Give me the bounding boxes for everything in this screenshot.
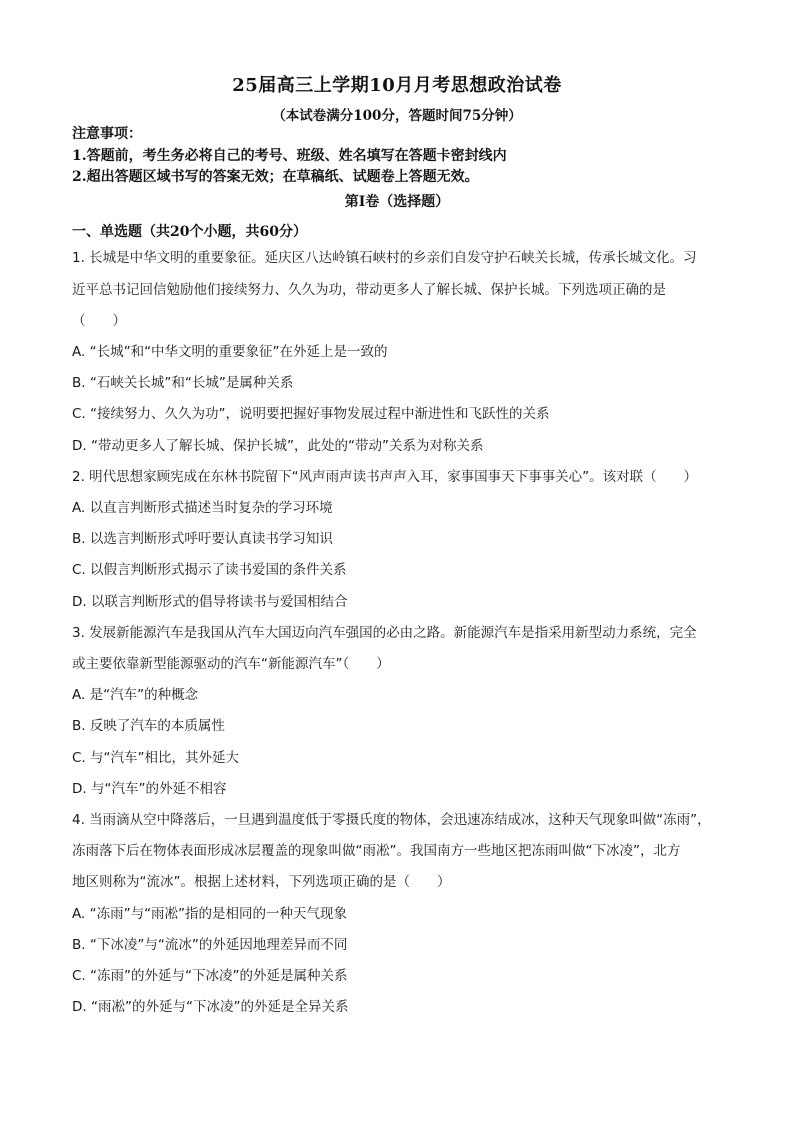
notice-item-2: 2.超出答题区域书写的答案无效；在草稿纸、试题卷上答题无效。 (72, 169, 479, 185)
exam-subtitle: （本试卷满分100分，答题时间75分钟） (272, 108, 522, 124)
question-4-stem-line-2: 冻雨落下后在物体表面形成冰层覆盖的现象叫做“雨凇”。我国南方一些地区把冻雨叫做“下冰凌”，北方 (72, 843, 681, 859)
question-2-option-c: C. 以假言判断形式揭示了读书爱国的条件关系 (72, 562, 347, 578)
question-1-option-c: C. “接续努力、久久为功”，说明要把握好事物发展过程中渐进性和飞跃性的关系 (72, 406, 550, 422)
question-3-option-d: D. 与“汽车”的外延不相容 (72, 781, 227, 797)
question-1-option-d: D. “带动更多人了解长城、保护长城”，此处的“带动”关系为对称关系 (72, 438, 484, 454)
question-2-option-d: D. 以联言判断形式的倡导将读书与爱国相结合 (72, 594, 348, 610)
question-3-stem-line-1: 3. 发展新能源汽车是我国从汽车大国迈向汽车强国的必由之路。新能源汽车是指采用新型动力系统，完全 (72, 625, 697, 641)
section-title: 第Ⅰ卷（选择题） (344, 194, 450, 210)
notice-heading: 注意事项： (72, 126, 142, 142)
question-4-stem-line-3: 地区则称为“流冰”。根据上述材料，下列选项正确的是（ ） (72, 874, 451, 890)
exam-title: 25届高三上学期10月月考思想政治试卷 (232, 75, 562, 96)
question-3-option-c: C. 与“汽车”相比，其外延大 (72, 750, 239, 766)
question-4-option-d: D. “雨凇”的外延与“下冰凌”的外延是全异关系 (72, 999, 349, 1015)
question-3-option-b: B. 反映了汽车的本质属性 (72, 718, 225, 734)
question-2-option-a: A. 以直言判断形式描述当时复杂的学习环境 (72, 500, 333, 516)
question-4-option-c: C. “冻雨”的外延与“下冰凌”的外延是属种关系 (72, 968, 348, 984)
question-1-option-b: B. “石峡关长城”和“长城”是属种关系 (72, 375, 294, 391)
question-1-stem-line-3: （ ） (72, 313, 126, 329)
question-1-stem-line-1: 1. 长城是中华文明的重要象征。延庆区八达岭镇石峡村的乡亲们自发守护石峡关长城，传承长城文化。习 (72, 250, 697, 266)
question-3-stem-line-2: 或主要依靠新型能源驱动的汽车“新能源汽车”（ ） (72, 656, 390, 672)
question-4-option-b: B. “下冰凌”与“流冰”的外延因地理差异而不同 (72, 937, 348, 953)
question-2-stem-line-1: 2. 明代思想家顾宪成在东林书院留下“风声雨声读书声声入耳，家事国事天下事事关心”。该对联（ ） (72, 469, 698, 485)
question-2-option-b: B. 以选言判断形式呼吁要认真读书学习知识 (72, 531, 333, 547)
part-title: 一、单选题（共20个小题，共60分） (72, 224, 307, 240)
question-1-option-a: A. “长城”和“中华文明的重要象征”在外延上是一致的 (72, 344, 388, 360)
question-1-stem-line-2: 近平总书记回信勉励他们接续努力、久久为功，带动更多人了解长城、保护长城。下列选项正确的是 (72, 282, 666, 298)
question-3-option-a: A. 是“汽车”的种概念 (72, 687, 199, 703)
question-4-option-a: A. “冻雨”与“雨凇”指的是相同的一种天气现象 (72, 906, 348, 922)
question-4-stem-line-1: 4. 当雨滴从空中降落后，一旦遇到温度低于零摄氏度的物体，会迅速冻结成冰，这种天气现象叫做“冻雨”， (72, 812, 711, 828)
notice-item-1: 1.答题前，考生务必将自己的考号、班级、姓名填写在答题卡密封线内 (72, 148, 507, 164)
